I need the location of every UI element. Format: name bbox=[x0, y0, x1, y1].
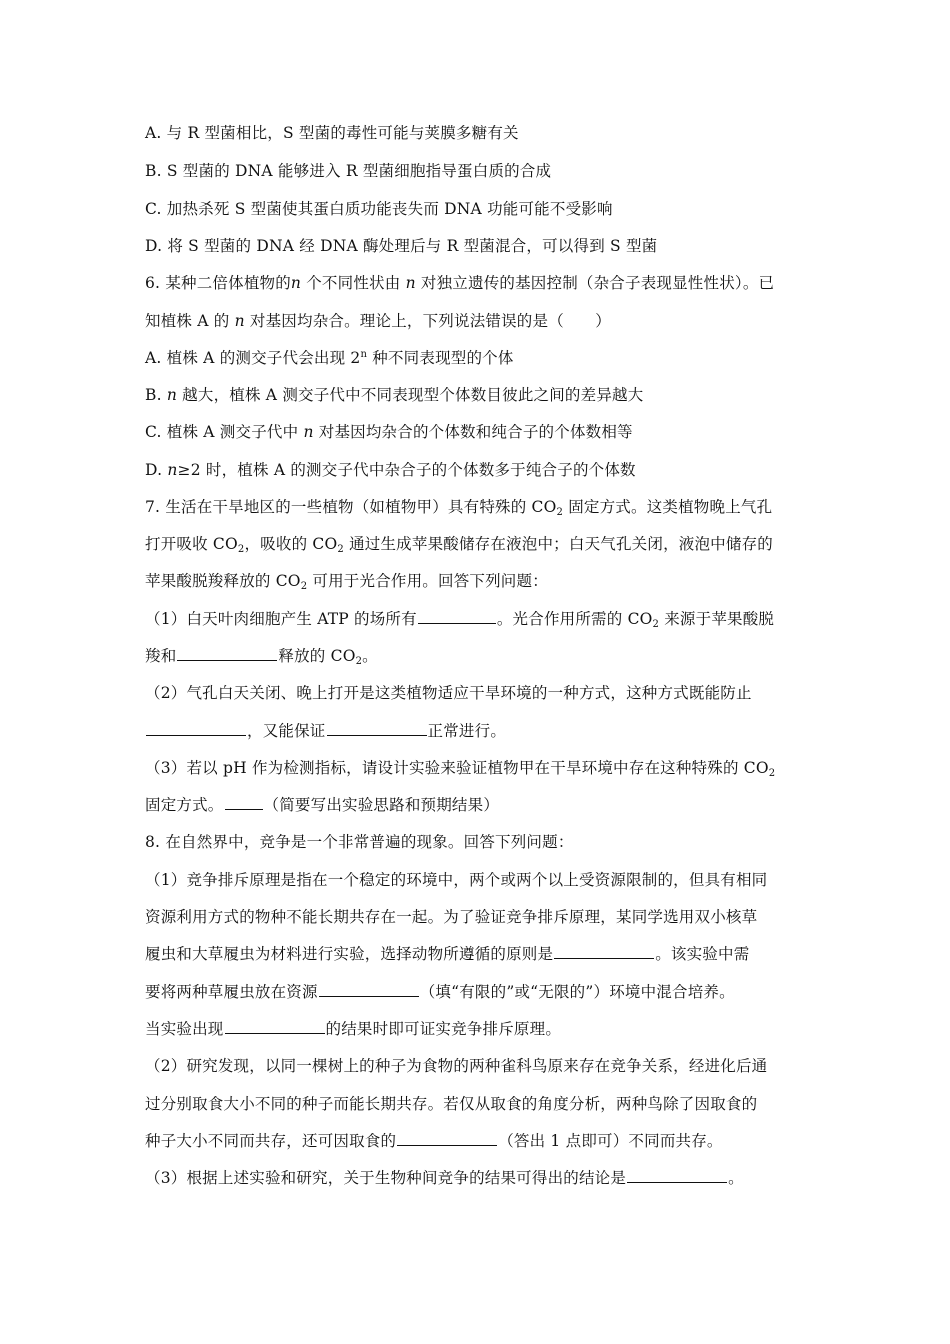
q6-option-d: D. n≥2 时，植株 A 的测交子代中杂合子的个体数多于纯合子的个体数 bbox=[145, 461, 636, 479]
q5-option-b: B. S 型菌的 DNA 能够进入 R 型菌细胞指导蛋白质的合成 bbox=[145, 162, 552, 180]
q5-option-c: C. 加热杀死 S 型菌使其蛋白质功能丧失而 DNA 功能可能不受影响 bbox=[145, 200, 613, 218]
q7-part-2-line-1: （2）气孔白天关闭、晚上打开是这类植物适应干旱环境的一种方式，这种方式既能防止 bbox=[145, 684, 752, 702]
q8-blank-1[interactable] bbox=[554, 944, 654, 959]
q8-part-1-line-5: 当实验出现 的结果时即可证实竞争排斥原理。 bbox=[145, 1020, 562, 1038]
q7-blank-3[interactable] bbox=[146, 721, 246, 736]
q7-blank-4[interactable] bbox=[327, 721, 427, 736]
q7-part-3-line-1: （3）若以 pH 作为检测指标，请设计实验来验证植物甲在干旱环境中存在这种特殊的 $CO_2$ bbox=[145, 759, 776, 779]
q6-option-b: B. n 越大，植株 A 测交子代中不同表现型个体数目彼此之间的差异越大 bbox=[145, 386, 644, 404]
q8-part-1-line-1: （1）竞争排斥原理是指在一个稳定的环境中，两个或两个以上受资源限制的，但具有相同 bbox=[145, 871, 768, 889]
q8-blank-5[interactable] bbox=[627, 1168, 727, 1183]
q7-stem-line-3: 苹果酸脱羧释放的 $CO_2$ 可用于光合作用。回答下列问题： bbox=[145, 572, 548, 592]
q7-part-1-line-1: （1）白天叶肉细胞产生 ATP 的场所有 。光合作用所需的 $CO_2$ 来源于苹果酸脱 bbox=[145, 610, 775, 630]
q8-part-1-line-3: 履虫和大草履虫为材料进行实验，选择动物所遵循的原则是 。该实验中需 bbox=[145, 945, 750, 963]
q8-part-2-line-3: 种子大小不同而共存，还可因取食的 （答出 1 点即可）不同而共存。 bbox=[145, 1132, 723, 1150]
q7-part-3-line-2: 固定方式。 （简要写出实验思路和预期结果） bbox=[145, 796, 500, 814]
q8-part-2-line-2: 过分别取食大小不同的种子而能长期共存。若仅从取食的角度分析，两种鸟除了因取食的 bbox=[145, 1095, 758, 1113]
q7-stem-line-2: 打开吸收 $CO_2$，吸收的 $CO_2$ 通过生成苹果酸储存在液泡中；白天气孔关闭，液泡中储存的 bbox=[145, 535, 773, 555]
q7-part-1-line-2: 羧和 释放的 $CO_2$。 bbox=[145, 647, 378, 667]
q8-blank-4[interactable] bbox=[397, 1131, 497, 1146]
q6-stem-line-2: 知植株 A 的 n 对基因均杂合。理论上，下列说法错误的是（ ） bbox=[145, 312, 611, 330]
q6-stem-line-1: 6. 某种二倍体植物的n 个不同性状由 n 对独立遗传的基因控制（杂合子表现显性性状）。已 bbox=[145, 274, 775, 292]
q8-blank-3[interactable] bbox=[225, 1019, 325, 1034]
q8-part-2-line-1: （2）研究发现，以同一棵树上的种子为食物的两种雀科鸟原来存在竞争关系，经进化后通 bbox=[145, 1057, 768, 1075]
q6-option-a: A. 植株 A 的测交子代会出现 2$^n$ 种不同表现型的个体 bbox=[145, 349, 514, 367]
q7-blank-2[interactable] bbox=[177, 646, 277, 661]
q7-blank-5[interactable] bbox=[225, 795, 263, 810]
q8-part-1-line-2: 资源利用方式的物种不能长期共存在一起。为了验证竞争排斥原理，某同学选用双小核草 bbox=[145, 908, 758, 926]
q7-blank-1[interactable] bbox=[418, 609, 496, 624]
q8-part-3: （3）根据上述实验和研究，关于生物种间竞争的结果可得出的结论是 。 bbox=[145, 1169, 744, 1187]
q8-part-1-line-4: 要将两种草履虫放在资源 （填“有限的”或“无限的”）环境中混合培养。 bbox=[145, 983, 735, 1001]
q5-option-d: D. 将 S 型菌的 DNA 经 DNA 酶处理后与 R 型菌混合，可以得到 S 型菌 bbox=[145, 237, 658, 255]
q8-blank-2[interactable] bbox=[319, 982, 419, 997]
q7-stem-line-1: 7. 生活在干旱地区的一些植物（如植物甲）具有特殊的 $CO_2$ 固定方式。这类植物晚上气孔 bbox=[145, 498, 773, 518]
q7-part-2-line-2: ，又能保证 正常进行。 bbox=[145, 720, 810, 742]
q5-option-a: A. 与 R 型菌相比，S 型菌的毒性可能与荚膜多糖有关 bbox=[145, 124, 519, 142]
q8-intro: 8. 在自然界中，竞争是一个非常普遍的现象。回答下列问题： bbox=[145, 833, 574, 851]
q6-option-c: C. 植株 A 测交子代中 n 对基因均杂合的个体数和纯合子的个体数相等 bbox=[145, 423, 633, 441]
